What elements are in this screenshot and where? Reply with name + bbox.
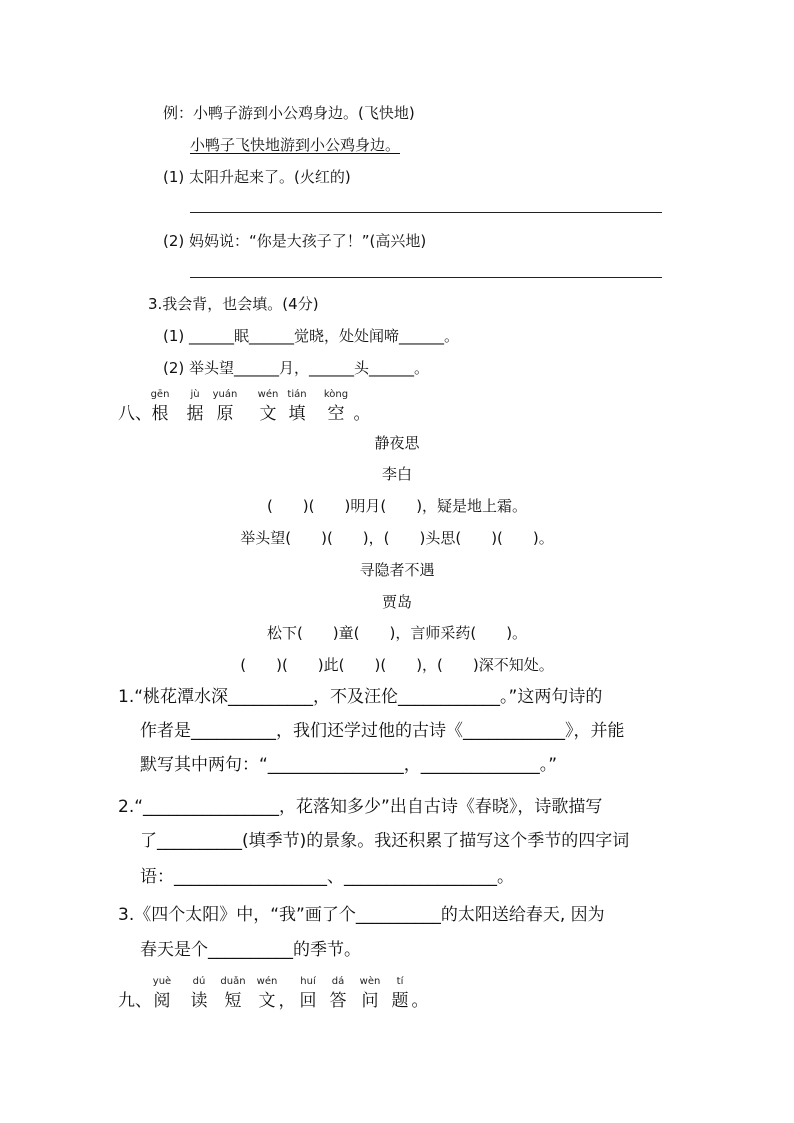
question-8-2-line3[interactable]: 语：__________________、__________________。: [140, 867, 514, 887]
section-9-heading-char: 短: [224, 991, 242, 1011]
question-8-3-line1[interactable]: 3.《四个太阳》中，“我”画了个__________的太阳送给春天, 因为: [118, 905, 605, 925]
section-8-pinyin: yuán: [212, 389, 238, 400]
section-8-heading-char: 空: [327, 404, 345, 424]
section-8-heading-char: 根: [151, 404, 169, 424]
section-8-heading-char: 文: [259, 404, 277, 424]
question-7-3-2[interactable]: (2) 举头望______月，______头______。: [163, 359, 430, 377]
poem1-line1[interactable]: ( )( )明月( )，疑是地上霜。: [266, 497, 528, 515]
section-8-heading-char: 填: [288, 404, 306, 424]
question-8-2-line1[interactable]: 2.“________________，花落知多少”出自古诗《春晓》，诗歌描写: [118, 797, 603, 817]
section-8-heading-end: 。: [353, 404, 371, 424]
question-7-2: (2) 妈妈说：“你是大孩子了！”(高兴地): [163, 232, 427, 250]
poem2-author: 贾岛: [381, 593, 412, 611]
answer-line-7-2[interactable]: [190, 277, 662, 278]
poem1-title: 静夜思: [374, 434, 420, 452]
section-8-pinyin: kòng: [323, 389, 349, 400]
question-7-3-1[interactable]: (1) ______眠______觉晓，处处闻啼______。: [163, 327, 460, 345]
poem2-title: 寻隐者不遇: [359, 561, 435, 579]
poem1-line2[interactable]: 举头望( )( )，( )头思( )( )。: [240, 529, 554, 547]
section-9-number: 九、: [118, 991, 152, 1011]
answer-line-7-1[interactable]: [190, 212, 662, 213]
section-9-pinyin: wèn: [359, 976, 381, 987]
section-9-pinyin: yuè: [152, 976, 172, 987]
section-9-pinyin: dá: [331, 976, 345, 987]
section-8-pinyin: wén: [257, 389, 279, 400]
poem2-line2[interactable]: ( )( )此( )( )，( )深不知处。: [240, 656, 554, 674]
section-8-pinyin: gēn: [150, 389, 170, 400]
section-9-heading-char: 问: [361, 991, 379, 1011]
section-9-heading-char: ，: [278, 991, 296, 1011]
section-9-heading-char: 答: [329, 991, 347, 1011]
section-8-heading-char: 据: [186, 404, 204, 424]
section-8-heading-char: 原: [216, 404, 234, 424]
section-9-heading-char: 阅: [153, 991, 171, 1011]
section-9-pinyin: huí: [300, 976, 316, 987]
question-8-1-line1[interactable]: 1.“桃花潭水深__________，不及汪伦____________。”这两句诗的: [118, 687, 603, 707]
poem1-author: 李白: [381, 465, 412, 483]
question-8-2-line2[interactable]: 了__________(填季节)的景象。我还积累了描写这个季节的四字词: [140, 831, 630, 851]
section-9-pinyin: wén: [256, 976, 278, 987]
section-9-heading-char: 文: [258, 991, 276, 1011]
example-answer: 小鸭子飞快地游到小公鸡身边。: [190, 136, 401, 154]
question-7-1: (1) 太阳升起来了。(火红的): [163, 168, 351, 186]
question-8-3-line2[interactable]: 春天是个__________的季节。: [140, 940, 361, 960]
section-8-pinyin: tián: [287, 389, 307, 400]
section-9-pinyin: tí: [396, 976, 404, 987]
section-8-pinyin: jù: [190, 389, 200, 400]
section-8-number: 八、: [118, 404, 152, 424]
section-9-heading-char: 读: [190, 991, 208, 1011]
section-9-heading-char: 回: [299, 991, 317, 1011]
section-9-pinyin: dú: [192, 976, 206, 987]
poem2-line1[interactable]: 松下( )童( )，言师采药( )。: [266, 624, 528, 642]
section-9-heading-end: 。: [411, 991, 429, 1011]
section-9-pinyin: duǎn: [220, 976, 246, 987]
question-8-1-line3[interactable]: 默写其中两句：“________________，______________。”: [140, 755, 558, 775]
question-8-1-line2[interactable]: 作者是__________，我们还学过他的古诗《____________》，并能: [140, 721, 625, 741]
question-7-3-title: 3.我会背，也会填。(4分): [148, 295, 319, 313]
section-9-heading-char: 题: [391, 991, 409, 1011]
example-label: 例：小鸭子游到小公鸡身边。(飞快地): [163, 104, 415, 122]
